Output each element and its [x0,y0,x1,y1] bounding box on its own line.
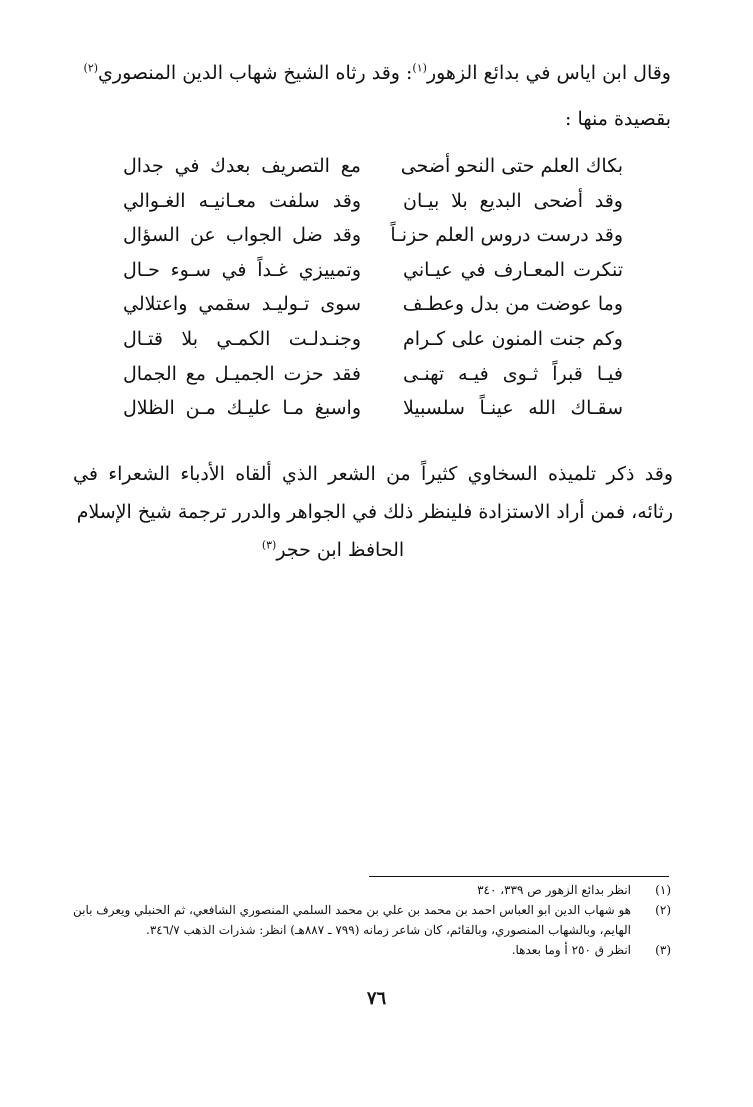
verse-first-hemistich: بكاك العلم حتى النحو أضحى [400,155,623,177]
intro-text-b: : وقد رثاه الشيخ شهاب الدين المنصوري [98,62,413,84]
verse-first-hemistich: وقد درست دروس العلم حزنـاً [390,224,623,247]
verse-first-hemistich: وقد أضحى البديع بلا بيـان [403,189,623,212]
verse-second-hemistich: مع التصريف بعدك في جدال [123,155,361,177]
poem-verse [123,288,623,323]
poem-verse [123,219,623,254]
footnote [73,900,671,940]
poem-verse [123,323,623,358]
verse-second-hemistich: وقد سلفت معـانيـه الغـوالي [123,189,361,212]
poem-verse [123,150,623,185]
footnote-number: (٣) [655,943,671,957]
verse-second-hemistich: فقد حزت الجميـل مع الجمال [123,362,361,385]
footnote [73,940,671,960]
intro-line [71,58,671,88]
footnote-text: هو شهاب الدين ابو العباس احمد بن محمد بن علي بن محمد السلمي المنصوري الشافعي، ثم الحنبلي ويعرف بابن الهايم، وبالشهاب المنصوري، وبالقائم، كان شاعر زمانه (٧٩٩ ـ ٨٨٧هـ) انظر: شذرات الذهب ٣٤٦/٧. [73,903,631,937]
footnote-ref-1[interactable]: (١) [412,61,427,75]
paragraph-text: وقد ذكر تلميذه السخاوي كثيراً من الشعر الذي ألقاه الأدباء الشعراء في رثائه، فمن أراد الاستزادة فلينظر ذلك في الجواهر والدرر ترجمة شيخ الإسلام [73,463,673,523]
paragraph-last-line [73,531,673,569]
poem-verse [123,185,623,220]
page-number: ٧٦ [366,988,387,1009]
footnote-separator [369,876,669,877]
poem-verse [123,392,623,427]
footnote-ref-3[interactable]: (٣) [261,538,277,552]
verse-first-hemistich: وكم جنت المنون على كـرام [403,327,623,350]
footnotes [73,880,671,960]
verse-second-hemistich: وتمييزي غـداً في سـوء حـال [123,258,361,281]
paragraph-last-text: الحافظ ابن حجر [276,539,405,561]
verse-second-hemistich: وجنـدلـت الكمـي بلا قتـال [123,327,361,350]
footnote-text: انظر بدائع الزهور ص ٣٣٩، ٣٤٠ [477,883,631,897]
footnote-text: انظر ق ٢٥٠ أ وما بعدها. [511,943,631,957]
body-paragraph [73,455,673,569]
verse-second-hemistich: وقد ضل الجواب عن السؤال [123,224,361,247]
poem-verse [123,358,623,393]
verse-second-hemistich: واسبغ مـا عليـك مـن الظلال [123,397,361,420]
footnote-number: (١) [655,883,671,897]
footnote [73,880,671,900]
footnote-ref-2[interactable]: (٢) [83,61,99,75]
poem [123,150,623,427]
intro-line-2: بقصيدة منها : [565,108,671,130]
verse-first-hemistich: سقـاك الله عينـاً سلسبيلا [403,397,623,420]
footnote-number: (٢) [655,903,671,917]
verse-first-hemistich: فيـا قبراً ثـوى فيـه تهنـى [403,362,623,385]
intro-text-a: وقال ابن اياس في بدائع الزهور [426,62,671,84]
verse-second-hemistich: سوى تـوليـد سقمي واعتلالي [123,293,361,316]
verse-first-hemistich: وما عوضت من بدل وعطـف [402,293,623,316]
verse-first-hemistich: تنكرت المعـارف في عيـاني [403,258,623,281]
poem-verse [123,254,623,289]
